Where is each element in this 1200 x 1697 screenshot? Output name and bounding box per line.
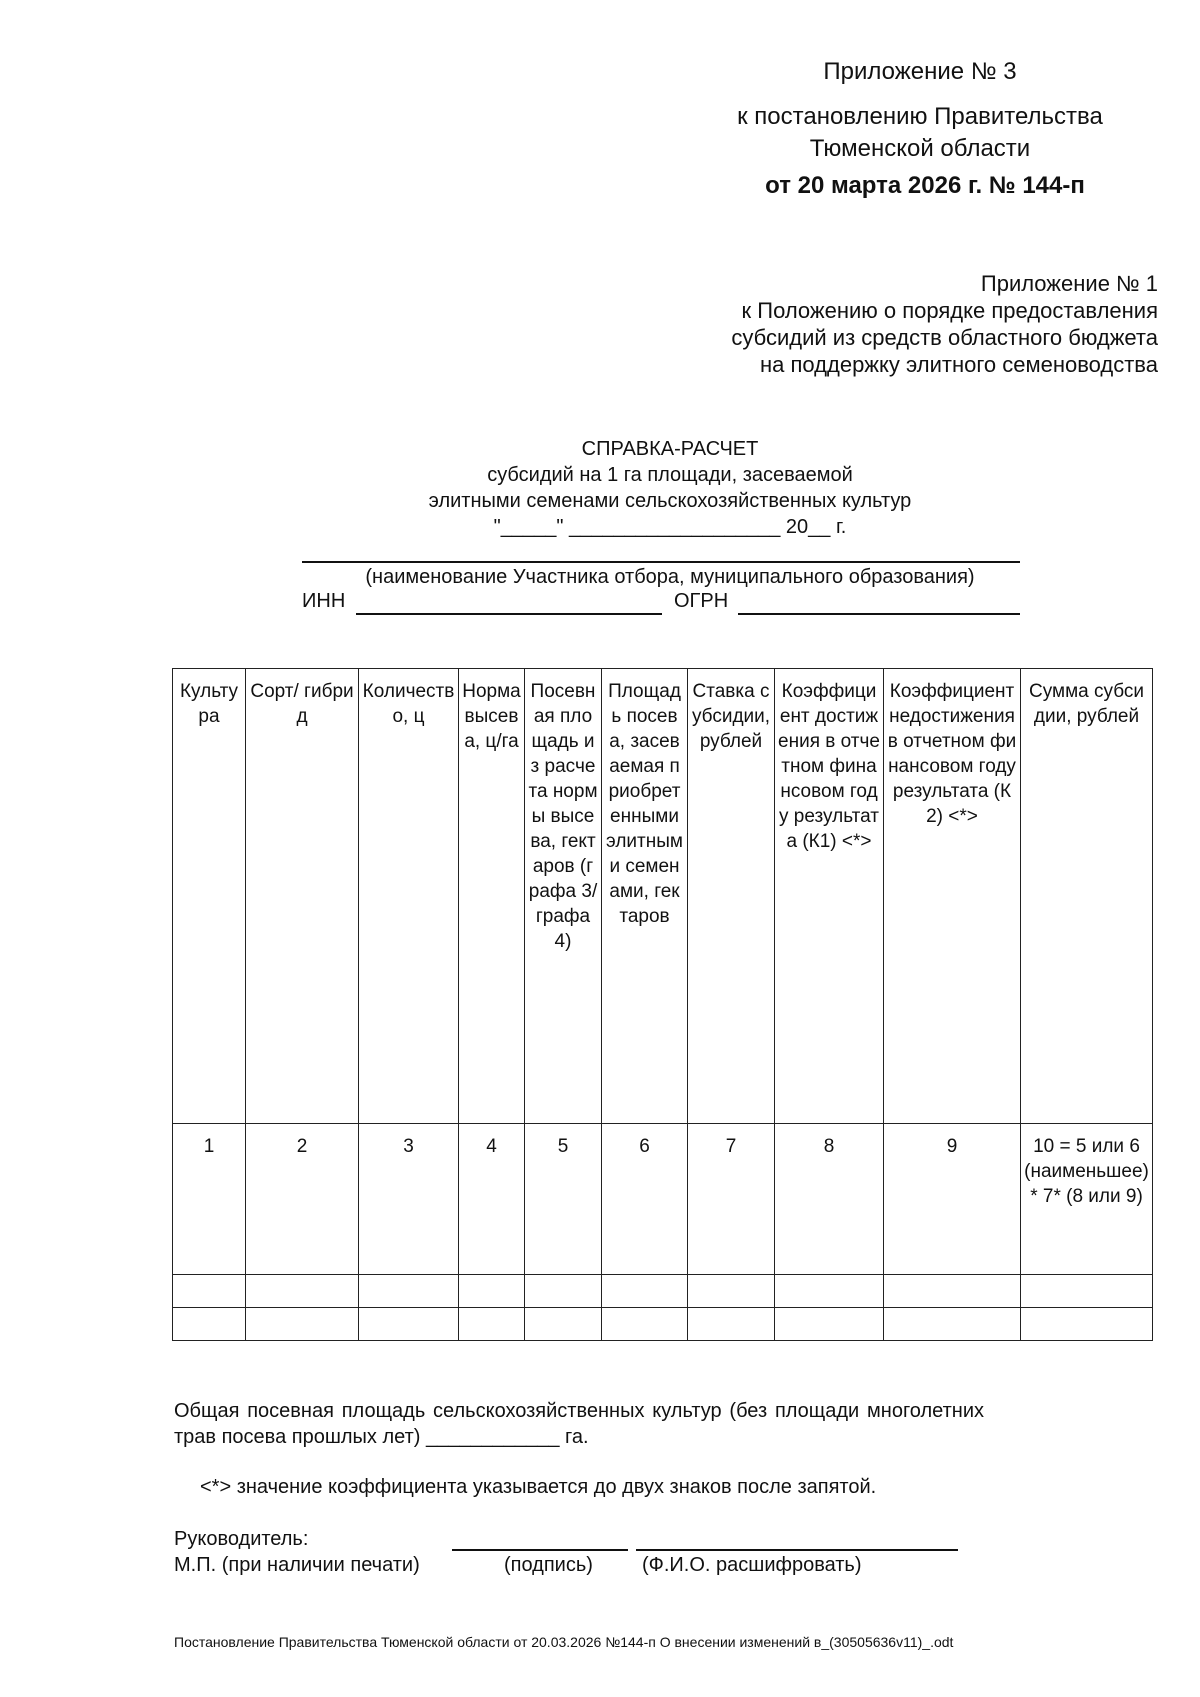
table-cell — [688, 1275, 775, 1308]
date-line: "_____" ___________________ 20__ г. — [493, 516, 847, 538]
table-cell — [1021, 1275, 1153, 1308]
table-header-row — [173, 669, 1153, 1124]
appendix1-line3: на поддержку элитного семеноводства — [760, 352, 1158, 377]
appendix3-reference — [680, 101, 1160, 165]
header-cell-subsidy-rate: Ставка субсидии, рублей — [688, 669, 775, 1124]
table-cell — [775, 1275, 884, 1308]
number-cell: 2 — [246, 1124, 359, 1275]
appendix3-date-number: от 20 марта 2026 г. № 144-п — [765, 172, 1085, 199]
table-cell — [173, 1275, 246, 1308]
table-cell — [525, 1308, 602, 1341]
header-cell-seeding-rate: Норма высева, ц/га — [459, 669, 525, 1124]
table-row — [173, 1308, 1153, 1341]
full-name-caption: (Ф.И.О. расшифровать) — [642, 1554, 862, 1576]
document-footer: Постановление Правительства Тюменской области от 20.03.2026 №144-п О внесении изменений в_(30505636v11)_.odt — [174, 1634, 954, 1650]
appendix3-reference-line1: к постановлению Правительства — [737, 103, 1103, 130]
head-label: Руководитель: — [174, 1528, 309, 1550]
table-cell — [602, 1275, 688, 1308]
inn-field-line — [356, 613, 662, 615]
table-cell — [246, 1308, 359, 1341]
header-cell-quantity: Количество, ц — [359, 669, 459, 1124]
table-cell — [173, 1308, 246, 1341]
table-cell — [775, 1308, 884, 1341]
table-cell — [246, 1275, 359, 1308]
participant-caption: (наименование Участника отбора, муниципального образования) — [365, 566, 975, 588]
number-cell: 9 — [884, 1124, 1021, 1275]
inn-label: ИНН — [302, 590, 346, 612]
stamp-label: М.П. (при наличии печати) — [174, 1554, 420, 1576]
number-cell: 8 — [775, 1124, 884, 1275]
table-cell — [602, 1308, 688, 1341]
number-cell: 7 — [688, 1124, 775, 1275]
table-row — [173, 1275, 1153, 1308]
appendix3-title: Приложение № 3 — [823, 58, 1017, 85]
total-area-paragraph: Общая посевная площадь сельскохозяйственных культур (без площади многолетних трав посева прошлых лет) ____________ га. — [174, 1400, 984, 1448]
header-cell-k2: Коэффициент недостижения в отчетном финансовом году результата (К2) <*> — [884, 669, 1021, 1124]
document-subtitle-line1: субсидий на 1 га площади, засеваемой — [487, 464, 853, 486]
header-cell-k1: Коэффициент достижения в отчетном финансовом году результата (К1) <*> — [775, 669, 884, 1124]
table-cell — [359, 1308, 459, 1341]
table-cell — [688, 1308, 775, 1341]
number-cell: 5 — [525, 1124, 602, 1275]
ogrn-label: ОГРН — [674, 590, 729, 612]
table-cell — [459, 1308, 525, 1341]
number-cell: 3 — [359, 1124, 459, 1275]
signature-line — [452, 1549, 628, 1551]
table-cell — [359, 1275, 459, 1308]
document-heading: СПРАВКА-РАСЧЕТ — [581, 438, 759, 460]
appendix1-line1: к Положению о порядке предоставления — [741, 298, 1158, 323]
header-cell-crop: Культура — [173, 669, 246, 1124]
number-cell: 1 — [173, 1124, 246, 1275]
header-cell-variety: Сорт/ гибрид — [246, 669, 359, 1124]
table-cell — [1021, 1308, 1153, 1341]
appendix1-header — [598, 270, 1158, 378]
full-name-line — [636, 1549, 958, 1551]
table-cell — [884, 1308, 1021, 1341]
ogrn-field-line — [738, 613, 1020, 615]
appendix1-title: Приложение № 1 — [980, 271, 1158, 296]
header-cell-sown-area: Посевная площадь из расчета нормы высева, гектаров (графа 3/ графа 4) — [525, 669, 602, 1124]
number-cell: 6 — [602, 1124, 688, 1275]
participant-name-line — [302, 561, 1020, 563]
header-cell-subsidy-sum: Сумма субсидии, рублей — [1021, 669, 1153, 1124]
number-cell: 10 = 5 или 6 (наименьшее) * 7* (8 или 9) — [1021, 1124, 1153, 1275]
table-cell — [884, 1275, 1021, 1308]
table-cell — [525, 1275, 602, 1308]
document-title — [290, 436, 1050, 540]
appendix1-line2: субсидий из средств областного бюджета — [731, 325, 1158, 350]
signature-block — [174, 1528, 1154, 1588]
subsidy-calculation-table — [172, 668, 1153, 1341]
document-subtitle-line2: элитными семенами сельскохозяйственных культур — [428, 490, 912, 512]
header-cell-elite-area: Площадь посева, засеваемая приобретенными элитными семенами, гектаров — [602, 669, 688, 1124]
appendix3-reference-line2: Тюменской области — [809, 135, 1031, 162]
table-cell — [459, 1275, 525, 1308]
table-numbers-row — [173, 1124, 1153, 1275]
signature-caption: (подпись) — [504, 1554, 593, 1576]
number-cell: 4 — [459, 1124, 525, 1275]
coefficient-footnote: <*> значение коэффициента указывается до двух знаков после запятой. — [200, 1476, 877, 1498]
